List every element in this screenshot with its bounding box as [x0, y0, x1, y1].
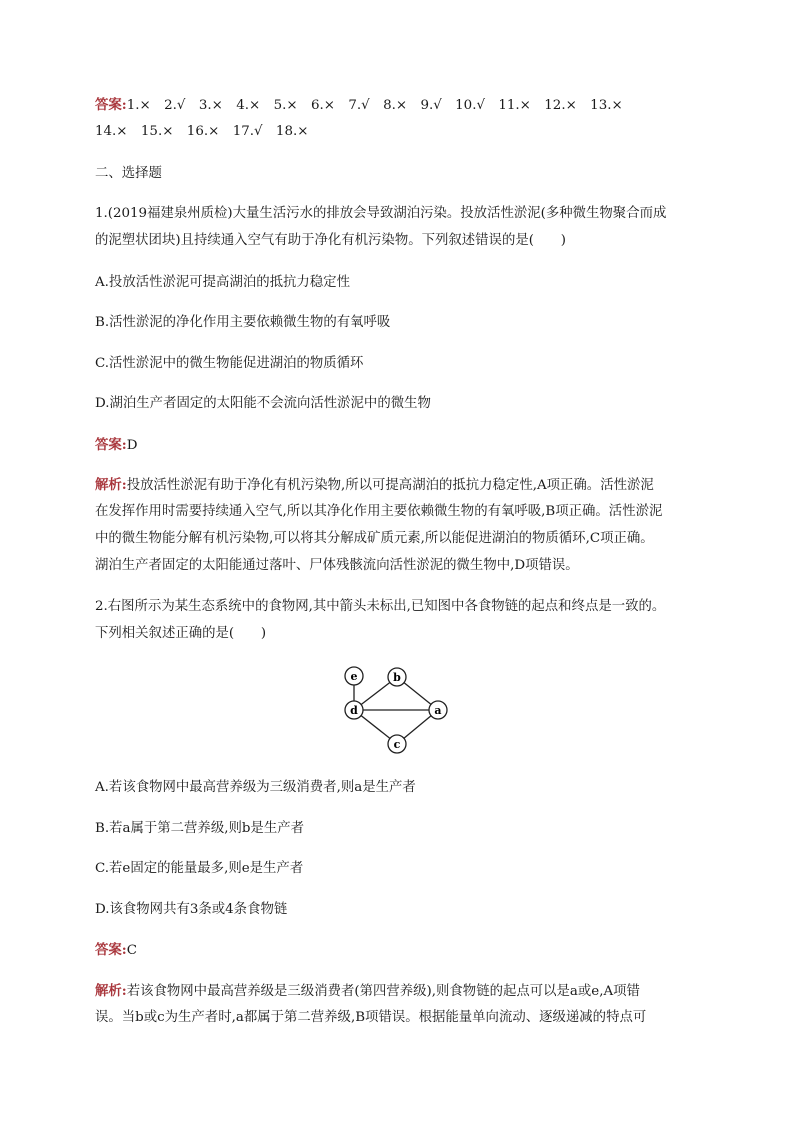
node-label-a: a	[434, 704, 442, 717]
q2-analysis-line-1	[95, 982, 640, 1001]
node-a	[429, 701, 447, 719]
q1-option-b: B.活性淤泥的净化作用主要依赖微生物的有氧呼吸	[95, 315, 391, 330]
q1-analysis-line-2: 在发挥作用时需要持续通入空气,所以其净化作用主要依赖微生物的有氧呼吸,B项正确。活性淤泥	[95, 504, 663, 519]
node-label-d: d	[350, 704, 358, 717]
q1-option-c: C.活性淤泥中的微生物能促进湖泊的物质循环	[95, 356, 364, 371]
answer-row-1	[95, 96, 623, 115]
q1-option-d: D.湖泊生产者固定的太阳能不会流向活性淤泥中的微生物	[95, 396, 431, 411]
section-title: 二、选择题	[95, 166, 162, 181]
analysis-label: 解析:	[95, 983, 127, 999]
answer-label: 答案:	[95, 97, 127, 113]
q2-stem-line-1: 2.右图所示为某生态系统中的食物网,其中箭头未标出,已知图中各食物链的起点和终点是一致的。	[95, 599, 666, 614]
q2-option-d: D.该食物网共有3条或4条食物链	[95, 902, 288, 917]
analysis-text: 投放活性淤泥有助于净化有机污染物,所以可提高湖泊的抵抗力稳定性,A项正确。活性淤泥	[126, 478, 654, 493]
node-label-b: b	[393, 671, 401, 684]
analysis-text: 若该食物网中最高营养级是三级消费者(第四营养级),则食物链的起点可以是a或e,A项错	[126, 984, 640, 999]
q1-stem-line-1: 1.(2019福建泉州质检)大量生活污水的排放会导致湖泊污染。投放活性淤泥(多种微生物聚合而成	[95, 206, 667, 221]
node-c	[388, 735, 406, 753]
answer-values: 1.× 2.√ 3.× 4.× 5.× 6.× 7.√ 8.× 9.√ 10.√ 11.× 12.× 13.×	[126, 98, 623, 113]
answer-row-2	[95, 123, 308, 141]
answer-value: D	[126, 438, 138, 453]
q1-analysis-line-3: 中的微生物能分解有机污染物,可以将其分解成矿质元素,所以能促进湖泊的物质循环,C项正确。	[95, 531, 654, 546]
q2-option-c: C.若e固定的能量最多,则e是生产者	[95, 861, 304, 876]
food-web-diagram	[338, 662, 458, 757]
node-label-e: e	[350, 670, 358, 683]
q2-answer	[95, 941, 137, 960]
answer-label: 答案:	[95, 437, 127, 453]
answer-values: 14.× 15.× 16.× 17.√ 18.×	[95, 124, 309, 139]
analysis-label: 解析:	[95, 477, 127, 493]
q2-option-b: B.若a属于第二营养级,则b是生产者	[95, 821, 304, 836]
q2-option-a: A.若该食物网中最高营养级为三级消费者,则a是生产者	[95, 780, 416, 795]
q1-analysis-line-1	[95, 476, 654, 495]
q1-analysis-line-4: 湖泊生产者固定的太阳能通过落叶、尸体残骸流向活性淤泥的微生物中,D项错误。	[95, 558, 579, 573]
answer-label: 答案:	[95, 942, 127, 958]
q1-stem-line-2: 的泥塑状团块)且持续通入空气有助于净化有机污染物。下列叙述错误的是( )	[95, 233, 566, 248]
node-label-c: c	[393, 738, 401, 751]
node-e	[345, 667, 363, 685]
node-d	[345, 701, 363, 719]
node-b	[388, 668, 406, 686]
q2-stem-line-2: 下列相关叙述正确的是( )	[95, 626, 267, 641]
q1-option-a: A.投放活性淤泥可提高湖泊的抵抗力稳定性	[95, 275, 350, 290]
q1-answer	[95, 436, 137, 455]
answer-value: C	[126, 943, 137, 958]
q2-analysis-line-2: 误。当b或c为生产者时,a都属于第二营养级,B项错误。根据能量单向流动、逐级递减的特点可	[95, 1010, 647, 1025]
